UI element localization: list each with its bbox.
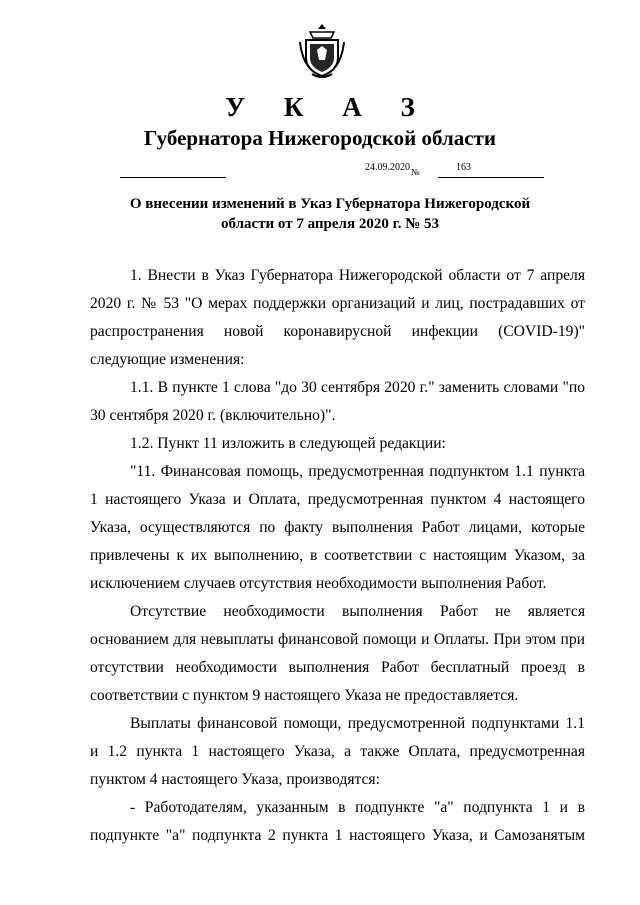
paragraph-1: 1. Внести в Указ Губернатора Нижегородской области от 7 апреля 2020 г. № 53 "О мерах поддержки организаций и лиц, пострадавших от распространения новой коронавирусной инфекции (COVID-19)" следующие изменения: — [90, 267, 585, 368]
subject-line-1: О внесении изменений в Указ Губернатора Нижегородской — [129, 196, 531, 212]
paragraph-payments: Выплаты финансовой помощи, предусмотренной подпунктами 1.1 и 1.2 пункта 1 настоящего Указа, а также Оплата, предусмотренная пунктом 4 настоящего Указа, производятся: — [90, 715, 585, 788]
blank-line-left — [120, 177, 226, 178]
document-date: 24.09.2020 — [365, 162, 410, 173]
paragraph-1-2: 1.2. Пункт 11 изложить в следующей редакции: — [130, 435, 446, 452]
document-type-title: У К А З — [225, 92, 431, 122]
number-underline — [438, 177, 544, 178]
paragraph-1-1: 1.1. В пункте 1 слова "до 30 сентября 2020 г." заменить словами "по 30 сентября 2020 г. (включительно)". — [90, 379, 585, 424]
document-number: 163 — [456, 162, 471, 173]
document-body — [90, 262, 585, 850]
document-subject — [120, 194, 540, 234]
paragraph-employers: - Работодателям, указанным в подпункте "а" подпункта 1 и в подпункте "а" подпункта 2 пункта 1 настоящего Указа, и Самозанятым — [90, 799, 585, 844]
paragraph-no-need: Отсутствие необходимости выполнения Работ не является основанием для невыплаты финансовой помощи и Оплаты. При этом при отсутствии необходимости выполнения Работ бесплатный проезд в соответствии с пунктом 9 настоящего Указа не предоставляется. — [90, 603, 585, 704]
coat-of-arms-emblem — [298, 22, 346, 80]
number-sign: № — [411, 167, 420, 177]
paragraph-11: "11. Финансовая помощь, предусмотренная подпунктом 1.1 пункта 1 настоящего Указа и Оплата, предусмотренная пунктом 4 настоящего Указа, осуществляются по факту выполнения Работ лицами, которые привлечены к их выполнению, в соответствии с настоящим Указом, за исключением случаев отсутствия необходимости выполнения Работ. — [90, 463, 585, 592]
subject-line-2: области от 7 апреля 2020 г. № 53 — [220, 216, 440, 232]
issuer-title: Губернатора Нижегородской области — [144, 126, 496, 150]
